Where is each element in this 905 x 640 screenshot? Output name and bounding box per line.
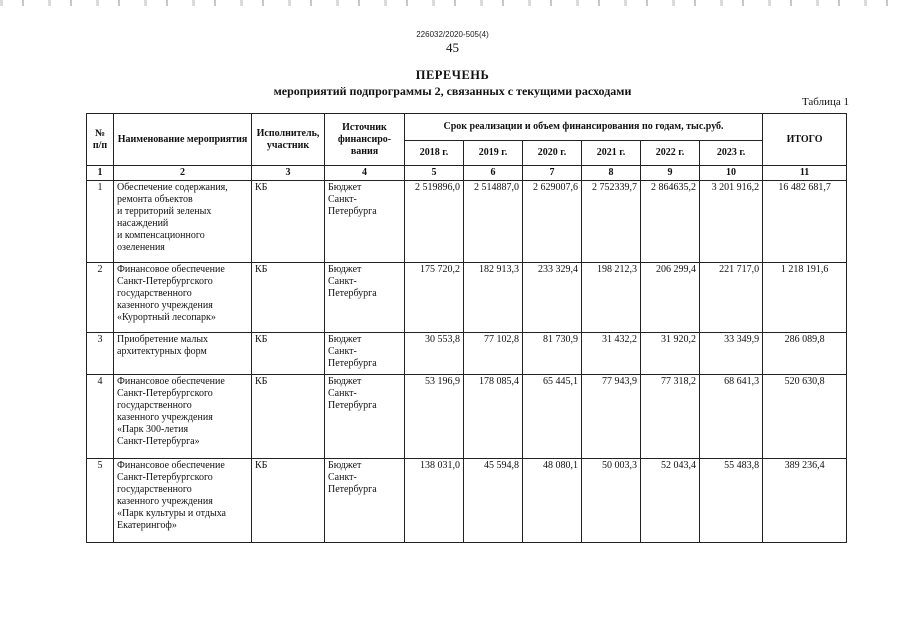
row-name-line: Финансовое обеспечение — [117, 460, 225, 471]
row-source-line: Бюджет — [328, 334, 362, 345]
row-year-value: 77 102,8 — [464, 333, 523, 375]
row-source-line: Санкт- — [328, 194, 357, 205]
column-number-row — [87, 166, 847, 181]
document-title: ПЕРЕЧЕНЬ — [415, 68, 490, 82]
row-source-line: Бюджет — [328, 376, 362, 387]
row-source-line: Бюджет — [328, 182, 362, 193]
row-year-value: 77 943,9 — [582, 375, 641, 459]
row-name-line: Санкт-Петербургского — [117, 388, 213, 399]
row-name — [114, 181, 252, 263]
header-year: 2021 г. — [582, 141, 641, 166]
column-number: 11 — [763, 166, 847, 181]
document-code: 226032/2020-505(4) — [416, 30, 489, 39]
table-header — [87, 114, 847, 181]
row-name-line: Финансовое обеспечение — [117, 264, 225, 275]
row-year-value: 45 594,8 — [464, 459, 523, 543]
row-number: 5 — [87, 459, 114, 543]
row-year-value: 198 212,3 — [582, 263, 641, 333]
row-source — [325, 181, 405, 263]
row-source — [325, 333, 405, 375]
row-total: 389 236,4 — [763, 459, 847, 543]
row-name-line: Санкт-Петербургского — [117, 472, 213, 483]
row-number: 3 — [87, 333, 114, 375]
row-source-line: Бюджет — [328, 264, 362, 275]
row-name-line: Приобретение малых — [117, 334, 209, 345]
row-year-value: 138 031,0 — [405, 459, 464, 543]
table-row — [87, 459, 847, 543]
row-year-value: 55 483,8 — [700, 459, 763, 543]
events-table — [86, 113, 847, 543]
header-year: 2019 г. — [464, 141, 523, 166]
row-name-line: Санкт-Петербургского — [117, 276, 213, 287]
column-number: 1 — [87, 166, 114, 181]
row-source-line: Петербурга — [328, 484, 377, 495]
row-executor: КБ — [252, 181, 325, 263]
column-number: 10 — [700, 166, 763, 181]
header-source: Источник финансиро-вания — [325, 114, 405, 166]
row-name-line: Санкт-Петербурга» — [117, 436, 200, 447]
column-number: 3 — [252, 166, 325, 181]
row-total: 520 630,8 — [763, 375, 847, 459]
page-number: 45 — [446, 40, 459, 55]
column-number: 5 — [405, 166, 464, 181]
row-year-value: 206 299,4 — [641, 263, 700, 333]
row-name-line: государственного — [117, 484, 192, 495]
row-name-line: ремонта объектов — [117, 194, 193, 205]
row-source-line: Бюджет — [328, 460, 362, 471]
row-year-value: 33 349,9 — [700, 333, 763, 375]
header-year: 2022 г. — [641, 141, 700, 166]
row-year-value: 31 432,2 — [582, 333, 641, 375]
row-year-value: 221 717,0 — [700, 263, 763, 333]
row-total: 16 482 681,7 — [763, 181, 847, 263]
row-year-value: 65 445,1 — [523, 375, 582, 459]
row-year-value: 175 720,2 — [405, 263, 464, 333]
row-total: 1 218 191,6 — [763, 263, 847, 333]
table-row — [87, 375, 847, 459]
header-total: ИТОГО — [763, 114, 847, 166]
row-source-line: Петербурга — [328, 358, 377, 369]
row-executor: КБ — [252, 263, 325, 333]
row-name — [114, 459, 252, 543]
row-name-line: «Парк культуры и отдыха — [117, 508, 226, 519]
row-name-line: насаждений — [117, 218, 169, 229]
row-source-line: Петербурга — [328, 400, 377, 411]
row-source-line: Петербурга — [328, 288, 377, 299]
row-source — [325, 459, 405, 543]
scan-artifact-strip — [0, 0, 905, 6]
row-year-value: 2 864635,2 — [641, 181, 700, 263]
document-subtitle: мероприятий подпрограммы 2, связанных с текущими расходами — [273, 84, 632, 98]
header-executor: Исполнитель, участник — [252, 114, 325, 166]
row-name — [114, 333, 252, 375]
row-executor: КБ — [252, 333, 325, 375]
row-number: 2 — [87, 263, 114, 333]
column-number: 6 — [464, 166, 523, 181]
row-year-value: 2 752339,7 — [582, 181, 641, 263]
row-name-line: и территорий зеленых — [117, 206, 212, 217]
row-name-line: Обеспечение содержания, — [117, 182, 228, 193]
row-source-line: Санкт- — [328, 276, 357, 287]
row-year-value: 81 730,9 — [523, 333, 582, 375]
row-year-value: 182 913,3 — [464, 263, 523, 333]
row-executor: КБ — [252, 375, 325, 459]
table-body — [87, 181, 847, 543]
row-name-line: государственного — [117, 288, 192, 299]
header-year: 2023 г. — [700, 141, 763, 166]
row-year-value: 68 641,3 — [700, 375, 763, 459]
column-number: 9 — [641, 166, 700, 181]
header-name: Наименование мероприятия — [114, 114, 252, 166]
row-source-line: Санкт- — [328, 346, 357, 357]
row-name-line: озеленения — [117, 242, 165, 253]
row-name-line: казенного учреждения — [117, 412, 213, 423]
row-year-value: 178 085,4 — [464, 375, 523, 459]
row-source — [325, 263, 405, 333]
row-source-line: Санкт- — [328, 388, 357, 399]
row-year-value: 2 629007,6 — [523, 181, 582, 263]
row-name-line: государственного — [117, 400, 192, 411]
header-period: Срок реализации и объем финансирования по годам, тыс.руб. — [405, 114, 763, 141]
header-num: № п/п — [87, 114, 114, 166]
table-row — [87, 181, 847, 263]
row-source — [325, 375, 405, 459]
row-name-line: «Курортный лесопарк» — [117, 312, 216, 323]
header-year: 2020 г. — [523, 141, 582, 166]
row-name-line: и компенсационного — [117, 230, 205, 241]
row-total: 286 089,8 — [763, 333, 847, 375]
row-year-value: 233 329,4 — [523, 263, 582, 333]
row-name-line: казенного учреждения — [117, 300, 213, 311]
row-year-value: 53 196,9 — [405, 375, 464, 459]
column-number: 2 — [114, 166, 252, 181]
row-number: 4 — [87, 375, 114, 459]
column-number: 7 — [523, 166, 582, 181]
row-name — [114, 375, 252, 459]
row-source-line: Санкт- — [328, 472, 357, 483]
row-name-line: казенного учреждения — [117, 496, 213, 507]
header-year: 2018 г. — [405, 141, 464, 166]
row-year-value: 52 043,4 — [641, 459, 700, 543]
row-name — [114, 263, 252, 333]
row-year-value: 48 080,1 — [523, 459, 582, 543]
column-number: 8 — [582, 166, 641, 181]
row-year-value: 3 201 916,2 — [700, 181, 763, 263]
row-source-line: Петербурга — [328, 206, 377, 217]
row-name-line: «Парк 300-летия — [117, 424, 189, 435]
table-row — [87, 333, 847, 375]
column-number: 4 — [325, 166, 405, 181]
row-executor: КБ — [252, 459, 325, 543]
row-name-line: Екатерингоф» — [117, 520, 177, 531]
row-year-value: 2 514887,0 — [464, 181, 523, 263]
row-name-line: Финансовое обеспечение — [117, 376, 225, 387]
row-name-line: архитектурных форм — [117, 346, 207, 357]
row-year-value: 77 318,2 — [641, 375, 700, 459]
table-row — [87, 263, 847, 333]
table-label: Таблица 1 — [801, 96, 849, 108]
row-year-value: 50 003,3 — [582, 459, 641, 543]
row-year-value: 31 920,2 — [641, 333, 700, 375]
row-year-value: 30 553,8 — [405, 333, 464, 375]
row-number: 1 — [87, 181, 114, 263]
row-year-value: 2 519896,0 — [405, 181, 464, 263]
